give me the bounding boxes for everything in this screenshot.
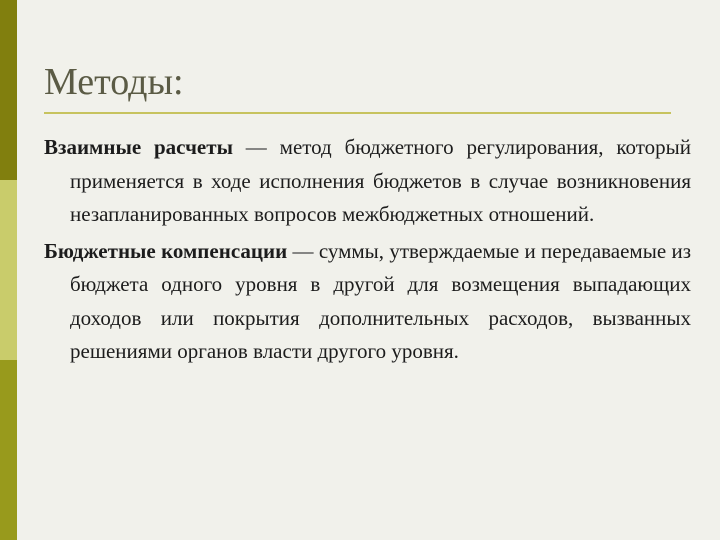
term-mutual-settlements: Взаимные расчеты — [44, 135, 233, 159]
term-budget-compensations: Бюджетные компенсации — [44, 238, 288, 263]
definition-mutual-settlements: — метод бюджетного регулирования, который применяется в ходе исполнения бюджетов в случае возникновения незапланированных вопросов межбюджетных отношений. — [70, 135, 691, 226]
side-bar-segment-bottom — [0, 360, 17, 540]
paragraph-budget-compensations — [44, 235, 691, 369]
side-bar-segment-middle — [0, 180, 17, 360]
side-color-bar — [0, 0, 17, 540]
paragraph-mutual-settlements — [44, 131, 691, 232]
definition-budget-compensations: — суммы, утверждаемые и передаваемые из бюджета одного уровня в другой для возмещения выпадающих доходов или покрытия дополнительных расходов, вызванных решениями органов власти другого уровня. — [70, 238, 691, 363]
side-bar-segment-top — [0, 0, 17, 180]
title-underline — [44, 112, 671, 114]
slide-title: Методы: — [44, 61, 184, 103]
slide-body — [44, 131, 691, 369]
